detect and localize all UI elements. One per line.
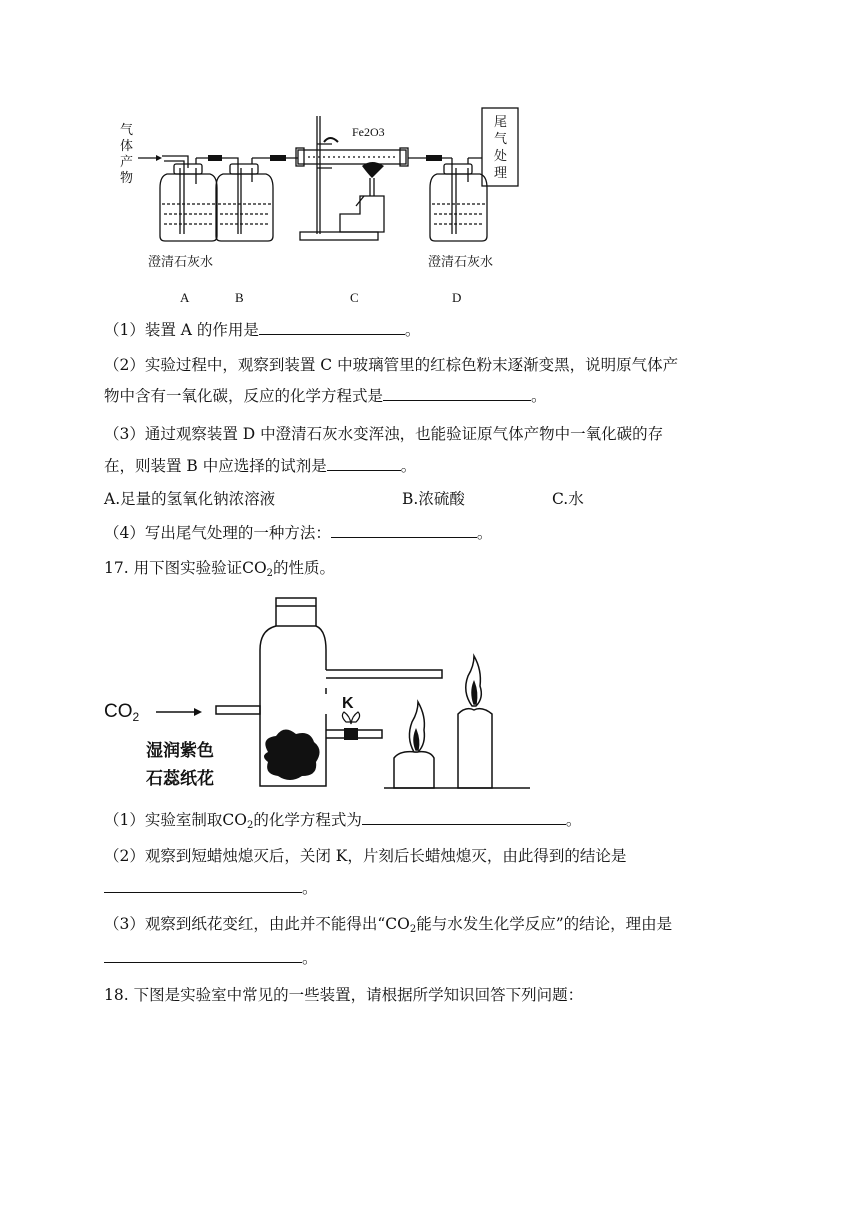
q16-option-a: A.足量的氢氧化钠浓溶液 (104, 490, 276, 508)
q16-part4: （4）写出尾气处理的一种方法： 。 (104, 524, 493, 542)
answer-blank[interactable] (259, 320, 405, 335)
bottle-d (430, 158, 487, 241)
q17-part3: （3）观察到纸花变红，由此并不能得出“$CO_2$能与水发生化学反应”的结论，理由是 (104, 915, 673, 935)
limewater-label-left: 澄清石灰水 (148, 255, 214, 270)
tail-label-3: 处 (494, 149, 508, 164)
label-c: C (350, 290, 359, 305)
q16-part3-line2: 在，则装置 B 中应选择的试剂是 。 (104, 457, 417, 475)
co2-experiment-figure (100, 590, 550, 795)
gas-label-1: 气 (120, 123, 134, 138)
apparatus-figure (112, 106, 532, 306)
tail-label-4: 理 (494, 166, 508, 181)
bottle-b (216, 158, 298, 241)
q16-part2-line1: （2）实验过程中，观察到装置 C 中玻璃管里的红棕色粉末逐渐变黑，说明原气体产 (104, 356, 679, 374)
label-b: B (235, 290, 244, 305)
flower-label-1: 湿润紫色 (146, 741, 214, 761)
q16-part2-line2: 物中含有一氧化碳，反应的化学方程式是 。 (104, 387, 547, 405)
short-candle (394, 702, 434, 788)
gas-label-4: 物 (120, 171, 134, 186)
label-a: A (180, 290, 190, 305)
litmus-flower (264, 729, 320, 780)
q16-option-b: B.浓硫酸 (402, 490, 465, 508)
q17-part3-answer: 。 (104, 948, 318, 968)
valve-k-label: K (342, 695, 354, 712)
limewater-label-right: 澄清石灰水 (428, 255, 494, 270)
q16-part1: （1）装置 A 的作用是 。 (104, 321, 421, 339)
q18-title: 18. 下图是实验室中常见的一些装置，请根据所学知识回答下列问题： (104, 986, 584, 1004)
co2-label: $CO_2$ (104, 701, 140, 724)
fe2o3-label: Fe2O3 (352, 125, 385, 139)
gas-label-2: 体 (120, 139, 134, 154)
q17-part2: （2）观察到短蜡烛熄灭后，关闭 K，片刻后长蜡烛熄灭，由此得到的结论是 (104, 847, 627, 865)
q16-option-c: C.水 (552, 490, 584, 508)
valve-k (344, 728, 358, 740)
q16-part3-line1: （3）通过观察装置 D 中澄清石灰水变浑浊，也能验证原气体产物中一氧化碳的存 (104, 425, 664, 443)
answer-blank[interactable] (331, 523, 477, 538)
answer-blank[interactable] (104, 948, 302, 963)
answer-blank[interactable] (383, 386, 531, 401)
answer-blank[interactable] (327, 456, 401, 471)
flower-label-2: 石蕊纸花 (146, 769, 214, 789)
answer-blank[interactable] (104, 878, 302, 893)
q17-title: 17. 用下图实验验证$CO_2$的性质。 (104, 559, 336, 579)
bottle-a (160, 156, 220, 241)
answer-blank[interactable] (362, 810, 566, 825)
tail-label-2: 气 (494, 132, 508, 147)
tall-candle (458, 656, 492, 788)
gas-label-3: 产 (120, 155, 134, 170)
tail-label-1: 尾 (494, 115, 508, 130)
label-d: D (452, 290, 462, 305)
q17-part1: （1）实验室制取$CO_2$的化学方程式为 。 (104, 811, 582, 831)
q17-part2-answer: 。 (104, 878, 318, 898)
